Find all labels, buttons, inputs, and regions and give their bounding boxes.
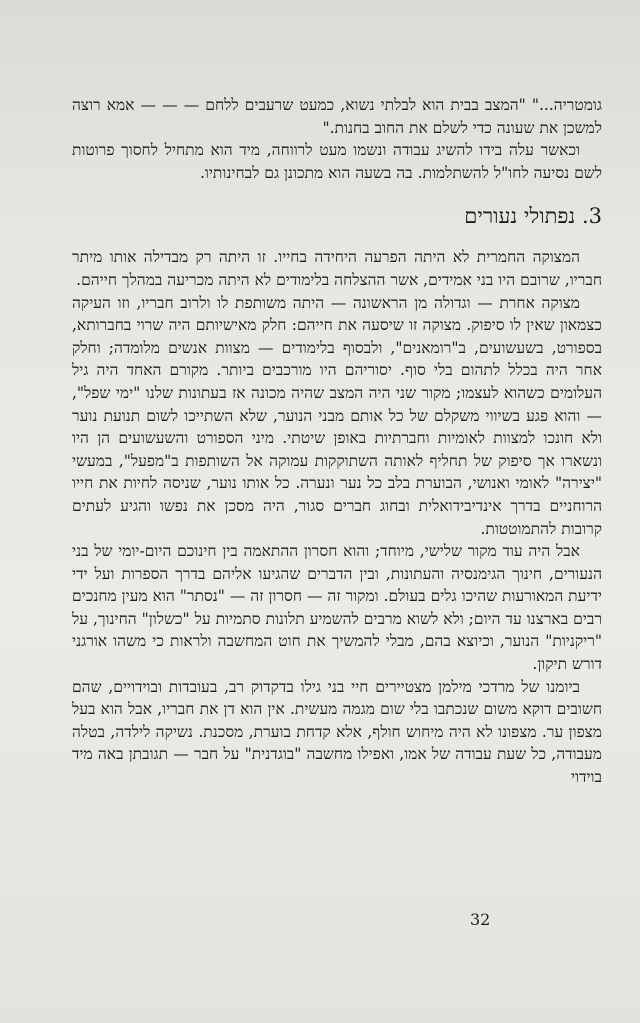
body-paragraph-1: המצוקה החמרית לא היתה הפרעה היחידה בחייו. זו היתה רק מבדילה אותו מיתר חבריו, שרובם היו בני אמידים, אשר ההצלחה בלימודים לא היתה מכריעה במהלך חייהם. [72,248,602,289]
body-paragraph-4: ביומנו של מרדכי מילמן מצטיירים חיי בני גילו בדקדוק רב, בעובדות ובוידויים, שהם חשובים דוקא משום שנכתבו בלי שום מגמה מעשית. אין הוא דן את חבריו, אבל הוא בעל מצפון ער. מצפונו לא היה מיחוש חולף, אלא קדחת בוערת, מסכנת. נשיקה לילדה, בטלה מעבודה, כל שעת עבודה של אמו, ואפילו מחשבה "בוגדנית" על חבר — תגובתן באה מיד בוידוי [72,677,602,787]
body-paragraph-2: מצוקה אחרת — וגדולה מן הראשונה — היתה משותפת לו ולרוב חבריו, וזו העיקה כצמאון שאין לו סיפוק. מצוקה זו שיסעה את חייהם: חלק מאישיותם היה שרוי בחברותא, בספורט, בשעשועים, ב"רומאנים", ולבסוף בלימודים — מצוות אנשים מלומדה; וחלק אחר היה בכלל לתהום בלי סוף. יסוריהם היו מורכבים ביותר. מקורם האחד היה גיל העלומים כשהוא לעצמו; מקור שני היה המצב שהיה מכונה אז בעתונות שלנו "ימי שפל", — והוא פגע בשיווי משקלם של כל אותם מבני הנוער, שלא השתייכו לשום תנועת נוער ולא חונכו למצוות לאומיות וחברתיות באופן שיטתי. מיני הספורט והשעשועים הן היו ונשארו אך סיפוק של תחליף לאותה השתוקקות עמוקה אל השותפות ב"מפעל", במעשי "יצירה" לאומי ואנושי, הבוערת בלב כל נער ונערה. כל אותו נוער, שניסה לחיות את חייו הרוחניים בדרך אינדיבידואלית ובחוג חברים סגור, היה מסכן את נפשו והגיע לעתים קרובות להתמוטטות. [72,293,603,538]
body-paragraph-3: אבל היה עוד מקור שלישי, מיוחד; והוא חסרון ההתאמה בין חינוכם היום-יומי של בני הנעורים, חינוך הגימנסיה והעתונות, ובין הדברים שהגיעו אליהם בדרך הספרות ועל ידי ידיעת המאורעות שהיכו גלים בעולם. ומקור זה — חסרון זה — "נסתר" הוא מעין מחנכים רבים בארצנו עד היום; ולא לשוא מרבים להשמיע תלונות סתמיות על "כשלון" החינוך, על "ריקניות" הנוער, וכיוצא בהם, מבלי להמשיך את חוט המחשבה ולראות כי משהו אורגני דורש תיקון. [72,542,602,674]
intro-paragraph-2: וכאשר עלה בידו להשיג עבודה ונשמו מעט לרווחה, מיד הוא מתחיל לחסוך פרוטות לשם נסיעה לחו"ל להשתלמות. בה בשעה הוא מתכונן גם לבחינותיו. [72,141,602,182]
page-number: 32 [470,910,491,929]
intro-paragraph-1: גומטריה..." "המצב בבית הוא לבלתי נשוא, כמעט שרעבים ללחם — — — אמא רוצה למשכן את שעונה כדי לשלם את החוב בחנות." [72,96,602,137]
page-text [72,94,602,789]
chapter-heading: 3. נפתולי נעורים [464,204,602,229]
